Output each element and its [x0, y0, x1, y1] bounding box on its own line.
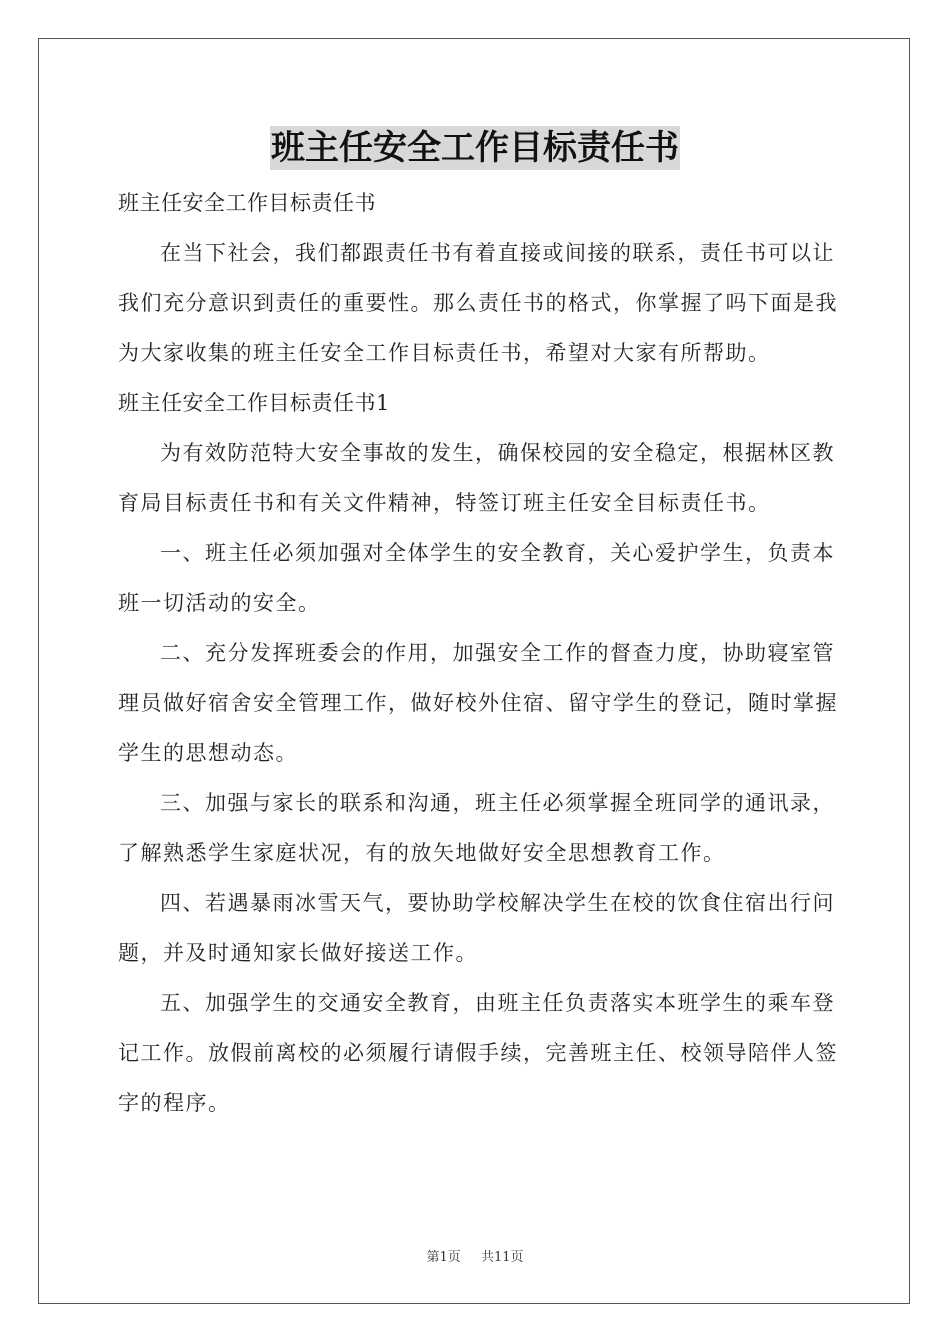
section-heading: 班主任安全工作目标责任书1	[118, 391, 390, 415]
page-footer	[0, 1246, 950, 1265]
body-paragraph: 三、加强与家长的联系和沟通，班主任必须掌握全班同学的通讯录，了解熟悉学生家庭状况，有的放矢地做好安全思想教育工作。	[118, 791, 835, 865]
body-paragraph: 五、加强学生的交通安全教育，由班主任负责落实本班学生的乘车登记工作。放假前离校的必须履行请假手续，完善班主任、校领导陪伴人签字的程序。	[118, 991, 838, 1115]
title-wrap	[0, 126, 950, 170]
page-total: 共11页	[480, 1250, 524, 1265]
document-body	[118, 178, 838, 1128]
intro-paragraph: 在当下社会，我们都跟责任书有着直接或间接的联系，责任书可以让我们充分意识到责任的重要性。那么责任书的格式，你掌握了吗下面是我为大家收集的班主任安全工作目标责任书，希望对大家有所帮助。	[118, 241, 838, 365]
page-number: 第1页	[426, 1250, 461, 1265]
body-paragraph: 一、班主任必须加强对全体学生的安全教育，关心爱护学生，负责本班一切活动的安全。	[118, 541, 835, 615]
body-paragraph: 为有效防范特大安全事故的发生，确保校园的安全稳定，根据林区教育局目标责任书和有关文件精神，特签订班主任安全目标责任书。	[118, 441, 835, 515]
body-paragraph: 二、充分发挥班委会的作用，加强安全工作的督查力度，协助寝室管理员做好宿舍安全管理工作，做好校外住宿、留守学生的登记，随时掌握学生的思想动态。	[118, 641, 838, 765]
document-title: 班主任安全工作目标责任书	[271, 128, 679, 168]
body-paragraph: 四、若遇暴雨冰雪天气，要协助学校解决学生在校的饮食住宿出行问题，并及时通知家长做好接送工作。	[118, 891, 835, 965]
document-subtitle: 班主任安全工作目标责任书	[118, 191, 376, 215]
